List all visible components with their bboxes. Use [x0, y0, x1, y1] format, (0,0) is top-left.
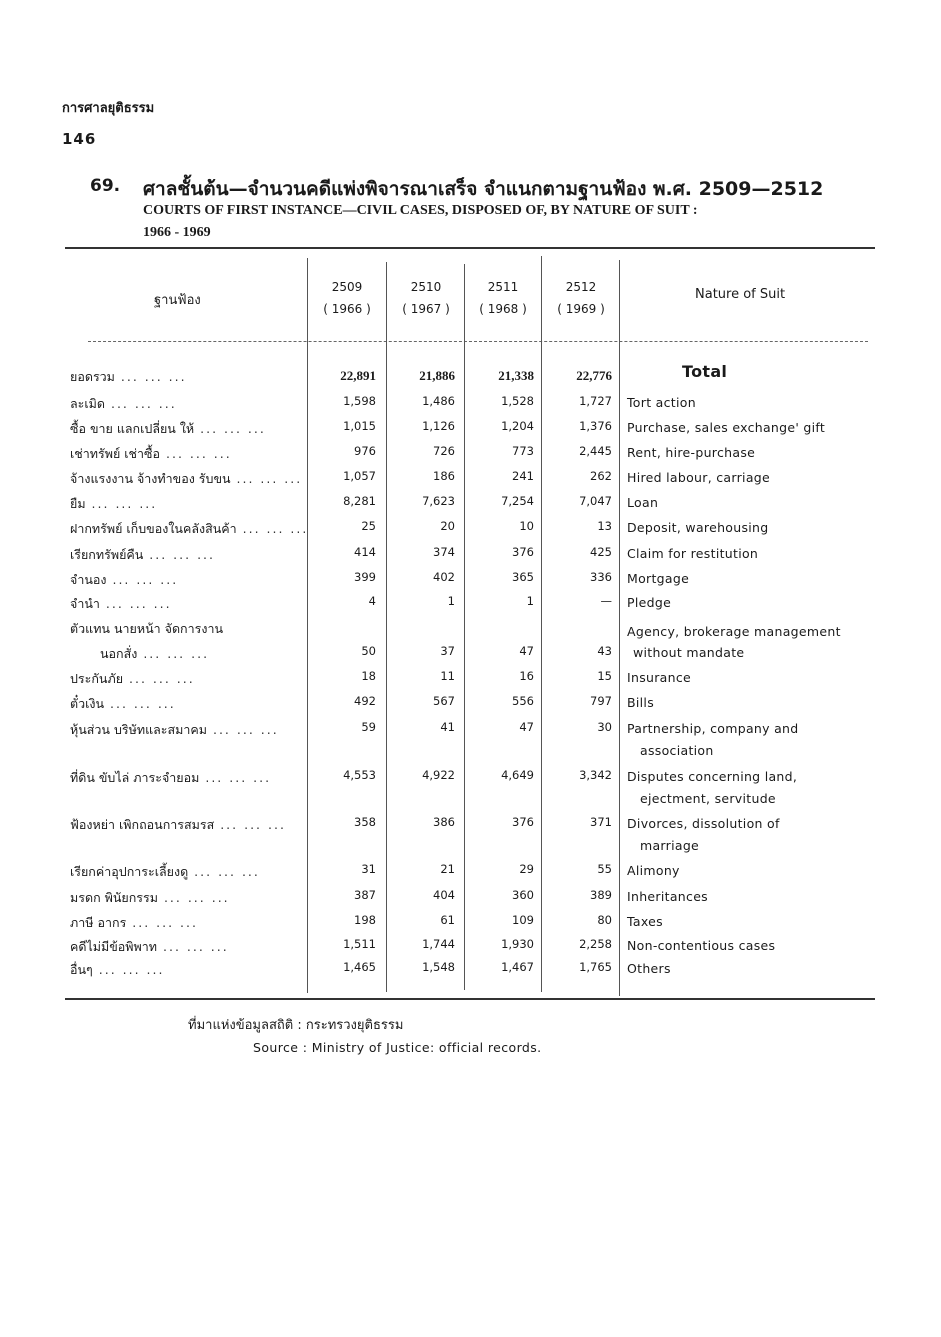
row-label-english: Partnership, company and — [627, 721, 799, 736]
table-cell-value: 22,776 — [576, 368, 612, 383]
table-cell-value: 399 — [354, 570, 376, 584]
row-label-english: Taxes — [627, 914, 663, 929]
row-label-english: Purchase, sales exchange' gift — [627, 420, 826, 435]
column-header-thai: ฐานฟ้อง — [154, 293, 201, 308]
table-cell-value: 1,511 — [343, 937, 376, 951]
table-cell-value: 4,553 — [343, 768, 376, 782]
leader-dots: ... ... ... — [99, 596, 172, 611]
table-cell-value: 371 — [590, 815, 612, 829]
leader-dots: ... ... ... — [214, 817, 286, 832]
source-english: Source : Ministry of Justice: official records. — [253, 1040, 542, 1055]
row-label-english-line2: ejectment, servitude — [640, 791, 776, 806]
row-label-thai — [70, 469, 302, 489]
table-cell-value: 386 — [433, 815, 455, 829]
row-label-text: นอกสั่ง — [100, 646, 138, 661]
row-label-thai — [70, 619, 223, 639]
row-label-english: Alimony — [627, 863, 680, 878]
total-label: Total — [682, 362, 728, 381]
year-header-be: 2510 — [410, 280, 442, 294]
table-cell-value: 61 — [440, 913, 455, 927]
column-header-english: Nature of Suit — [695, 287, 786, 302]
table-cell-value: 109 — [512, 913, 534, 927]
table-cell-value: 1,376 — [579, 419, 612, 433]
table-cell-value: 7,047 — [579, 494, 612, 508]
row-label-thai — [70, 694, 176, 714]
year-header-ad: ( 1968 ) — [479, 302, 527, 316]
table-cell-value: 2,445 — [579, 444, 612, 458]
row-label-thai — [70, 594, 172, 614]
leader-dots: ... ... ... — [123, 671, 195, 686]
table-cell-value: 43 — [597, 644, 612, 658]
table-cell-value: 3,342 — [579, 768, 612, 782]
table-cell-value: 1,465 — [343, 960, 376, 974]
column-divider — [464, 264, 465, 990]
table-cell-value: 1,015 — [343, 419, 376, 433]
table-cell-value: 25 — [361, 519, 376, 533]
row-label-english-line2: marriage — [640, 838, 700, 853]
column-divider — [619, 260, 620, 996]
row-label-english: Tort action — [627, 395, 696, 410]
table-cell-value: 365 — [512, 570, 534, 584]
table-cell-value: 1,727 — [579, 394, 612, 408]
table-cell-value: 2,258 — [579, 937, 612, 951]
table-cell-value: 1,598 — [343, 394, 376, 408]
table-cell-value: 1 — [447, 594, 455, 608]
table-cell-value: 374 — [433, 545, 455, 559]
table-cell-value: 1 — [526, 594, 534, 608]
table-cell-value: 1,548 — [422, 960, 455, 974]
row-label-thai — [70, 960, 164, 980]
year-header-ad: ( 1967 ) — [402, 302, 450, 316]
leader-dots: ... ... ... — [92, 962, 165, 977]
row-label-thai — [70, 419, 266, 439]
table-cell-value: 336 — [590, 570, 612, 584]
row-label-english: Inheritances — [627, 889, 708, 904]
table-cell-value: 198 — [354, 913, 376, 927]
table-cell-value: 80 — [597, 913, 612, 927]
table-cell-value: 726 — [433, 444, 455, 458]
table-cell-value: 21,886 — [419, 368, 455, 383]
table-cell-value: 1,057 — [343, 469, 376, 483]
column-divider — [386, 262, 387, 992]
row-label-text: ฟ้องหย่า เพิกถอนการสมรส — [70, 817, 215, 832]
row-label-text: อื่นๆ — [70, 962, 93, 977]
row-label-english: Agency, brokerage management — [627, 624, 841, 639]
row-label-thai — [70, 545, 215, 565]
title-english-line2: 1966 - 1969 — [143, 225, 211, 240]
table-cell-value: 31 — [361, 862, 376, 876]
table-cell-value: 492 — [354, 694, 376, 708]
table-cell-value: 7,623 — [422, 494, 455, 508]
row-label-english: Divorces, dissolution of — [627, 816, 780, 831]
row-label-text: ประกันภัย — [70, 671, 124, 686]
table-cell-value: 1,930 — [501, 937, 534, 951]
row-label-english: Disputes concerning land, — [627, 769, 798, 784]
row-label-text: เรียกค่าอุปการะเลี้ยงดู — [70, 864, 189, 879]
row-label-english: Others — [627, 961, 671, 976]
table-cell-value: 376 — [512, 815, 534, 829]
row-label-english: Non-contentious cases — [627, 938, 776, 953]
row-label-thai — [70, 494, 157, 514]
table-cell-value: 47 — [519, 720, 534, 734]
table-cell-value: 29 — [519, 862, 534, 876]
row-label-thai — [70, 669, 195, 689]
row-label-english: Mortgage — [627, 571, 690, 586]
year-header-be: 2512 — [565, 280, 597, 294]
leader-dots: ... ... ... — [160, 446, 232, 461]
table-cell-value: 16 — [519, 669, 534, 683]
row-label-text: ที่ดิน ขับไล่ ภาระจำยอม — [70, 770, 200, 785]
table-cell-value: 241 — [512, 469, 534, 483]
table-cell-value: 976 — [354, 444, 376, 458]
row-label-text: เช่าทรัพย์ เช่าซื้อ — [70, 446, 161, 461]
row-label-english: Claim for restitution — [627, 546, 759, 561]
table-cell-value: 10 — [519, 519, 534, 533]
row-label-thai — [70, 768, 271, 788]
row-label-thai — [70, 519, 308, 539]
row-label-thai — [70, 815, 286, 835]
table-cell-value: 47 — [519, 644, 534, 658]
row-label-text: คดีไม่มีข้อพิพาท — [70, 939, 158, 954]
table-cell-value: 11 — [440, 669, 455, 683]
row-label-thai — [70, 913, 198, 933]
table-cell-value: 4,649 — [501, 768, 534, 782]
table-cell-value: 773 — [512, 444, 534, 458]
title-english-line1: COURTS OF FIRST INSTANCE—CIVIL CASES, DISPOSED OF, BY NATURE OF SUIT : — [143, 203, 698, 218]
row-label-text: เรียกทรัพย์คืน — [70, 547, 144, 562]
table-cell-value: 30 — [597, 720, 612, 734]
row-label-text: ภาษี อากร — [70, 915, 127, 930]
table-cell-value: 8,281 — [343, 494, 376, 508]
table-cell-value: 18 — [361, 669, 376, 683]
row-label-thai — [70, 394, 177, 414]
bottom-rule — [65, 998, 875, 1000]
table-cell-value: 59 — [361, 720, 376, 734]
row-label-thai — [70, 888, 230, 908]
leader-dots: ... ... ... — [137, 646, 210, 661]
row-label-english: Insurance — [627, 670, 692, 685]
table-cell-value: 21 — [440, 862, 455, 876]
leader-dots: ... ... ... — [143, 547, 215, 562]
table-cell-value: 15 — [597, 669, 612, 683]
table-cell-value: 22,891 — [340, 368, 376, 383]
table-cell-value: 4 — [368, 594, 376, 608]
row-label-text: ตั๋วเงิน — [70, 696, 105, 711]
row-label-text: ซื้อ ขาย แลกเปลี่ยน ให้ — [70, 421, 195, 436]
row-label-text: ฝากทรัพย์ เก็บของในคลังสินค้า — [70, 521, 237, 536]
row-label-thai — [70, 444, 232, 464]
leader-dots: ... ... ... — [157, 890, 230, 905]
table-cell-value: 13 — [597, 519, 612, 533]
row-label-thai — [70, 570, 178, 590]
leader-dots: ... ... ... — [199, 770, 272, 785]
leader-dots: ... ... ... — [194, 421, 266, 436]
table-cell-value: 360 — [512, 888, 534, 902]
table-cell-value: 358 — [354, 815, 376, 829]
row-label-thai — [70, 862, 260, 882]
row-label-english-line2: association — [640, 743, 714, 758]
row-label-thai — [70, 367, 187, 387]
leader-dots: ... ... ... — [85, 496, 158, 511]
table-cell-value: 425 — [590, 545, 612, 559]
table-cell-value: 797 — [590, 694, 612, 708]
row-label-text: จ้างแรงงาน จ้างทำของ รับขน — [70, 471, 231, 486]
top-rule — [65, 247, 875, 249]
table-cell-value: 402 — [433, 570, 455, 584]
leader-dots: ... ... ... — [157, 939, 229, 954]
row-label-text: ยืม — [70, 496, 86, 511]
leader-dots: ... ... ... — [126, 915, 198, 930]
leader-dots: ... ... ... — [105, 396, 177, 411]
leader-dots: ... ... ... — [207, 722, 279, 737]
table-cell-value: 262 — [590, 469, 612, 483]
row-label-english: Loan — [627, 495, 659, 510]
table-cell-value: 414 — [354, 545, 376, 559]
table-cell-value: 41 — [440, 720, 455, 734]
row-label-text: จำนำ — [70, 596, 100, 611]
row-label-thai — [70, 937, 229, 957]
table-cell-value: 387 — [354, 888, 376, 902]
table-cell-value: 376 — [512, 545, 534, 559]
table-cell-value: 567 — [433, 694, 455, 708]
table-cell-value: 55 — [597, 862, 612, 876]
row-label-thai-line2 — [100, 644, 209, 664]
leader-dots: ... ... ... — [230, 471, 303, 486]
table-cell-value: 1,126 — [422, 419, 455, 433]
table-cell-value: 20 — [440, 519, 455, 533]
table-cell-value: 1,204 — [501, 419, 534, 433]
year-header-be: 2511 — [487, 280, 519, 294]
table-cell-value: 1,744 — [422, 937, 455, 951]
row-label-thai — [70, 720, 279, 740]
row-label-text: ยอดรวม — [70, 369, 115, 384]
table-number: 69. — [90, 176, 121, 196]
section-label: การศาลยุติธรรม — [62, 101, 155, 116]
row-label-english: Rent, hire-purchase — [627, 445, 756, 460]
table-cell-value: 21,338 — [498, 368, 534, 383]
column-divider — [307, 258, 308, 993]
table-cell-value: 556 — [512, 694, 534, 708]
row-label-english: Pledge — [627, 595, 672, 610]
table-cell-value: 4,922 — [422, 768, 455, 782]
row-label-text: ตัวแทน นายหน้า จัดการงาน — [70, 621, 224, 636]
row-label-english: Bills — [627, 695, 655, 710]
page-number: 146 — [62, 130, 97, 148]
row-label-text: มรดก พินัยกรรม — [70, 890, 158, 905]
row-label-english: Hired labour, carriage — [627, 470, 771, 485]
leader-dots: ... ... ... — [188, 864, 260, 879]
leader-dots: ... ... ... — [104, 696, 176, 711]
table-cell-value: 7,254 — [501, 494, 534, 508]
table-cell-value: 37 — [440, 644, 455, 658]
title-thai: ศาลชั้นต้น—จำนวนคดีแพ่งพิจารณาเสร็จ จำแนกตามฐานฟ้อง พ.ศ. 2509—2512 — [143, 178, 824, 200]
leader-dots: ... ... ... — [114, 369, 187, 384]
column-divider — [541, 256, 542, 992]
leader-dots: ... ... ... — [106, 572, 179, 587]
table-cell-value: — — [600, 594, 612, 608]
leader-dots: ... ... ... — [236, 521, 309, 536]
row-label-text: ละเมิด — [70, 396, 106, 411]
header-divider — [88, 341, 868, 342]
table-cell-value: 389 — [590, 888, 612, 902]
year-header-ad: ( 1966 ) — [323, 302, 371, 316]
table-cell-value: 1,467 — [501, 960, 534, 974]
table-cell-value: 1,765 — [579, 960, 612, 974]
year-header-be: 2509 — [331, 280, 363, 294]
table-cell-value: 1,486 — [422, 394, 455, 408]
source-thai: ที่มาแห่งข้อมูลสถิติ : กระทรวงยุติธรรม — [188, 1018, 404, 1033]
table-cell-value: 186 — [433, 469, 455, 483]
table-cell-value: 1,528 — [501, 394, 534, 408]
row-label-english-line2: without mandate — [633, 645, 745, 660]
row-label-text: จำนอง — [70, 572, 107, 587]
year-header-ad: ( 1969 ) — [557, 302, 605, 316]
table-cell-value: 50 — [361, 644, 376, 658]
table-cell-value: 404 — [433, 888, 455, 902]
row-label-english: Deposit, warehousing — [627, 520, 769, 535]
row-label-text: หุ้นส่วน บริษัทและสมาคม — [70, 722, 207, 737]
